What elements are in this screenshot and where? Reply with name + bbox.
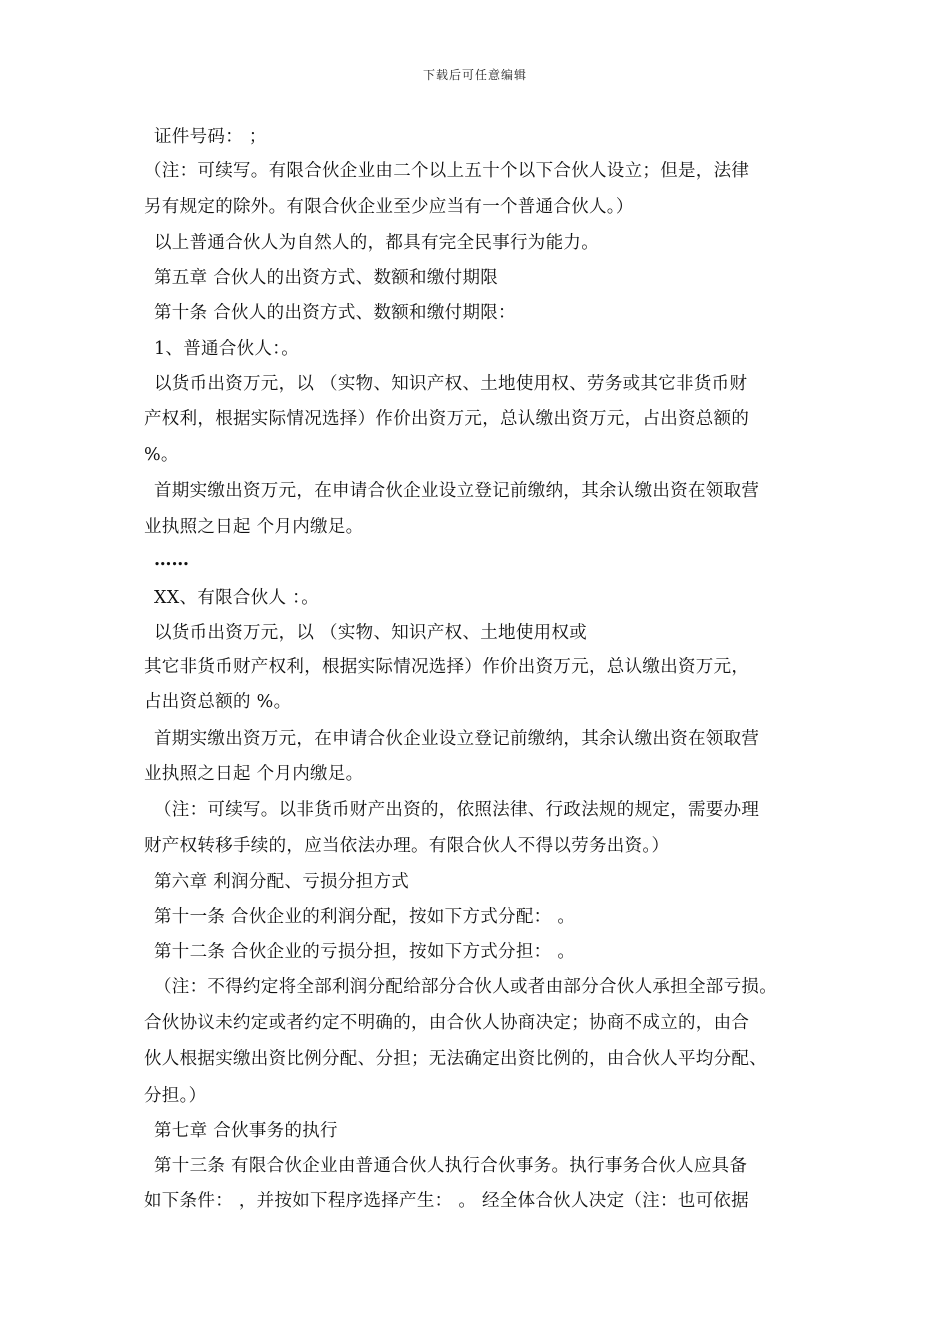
text-line: 以货币出资万元，以 （实物、知识产权、土地使用权、劳务或其它非货币财 [154,374,748,394]
text-line: %。 [144,445,179,465]
text-line: XX、有限合伙人 ：。 [154,588,320,608]
text-line: 业执照之日起 个月内缴足。 [144,517,364,537]
text-line: 另有规定的除外。有限合伙企业至少应当有一个普通合伙人。） [144,197,634,217]
text-line: （注：可续写。以非货币财产出资的，依照法律、行政法规的规定，需要办理 [154,800,760,820]
article-heading: 第十一条 合伙企业的利润分配，按如下方式分配： 。 [154,907,576,927]
article-heading: 第十三条 有限合伙企业由普通合伙人执行合伙事务。执行事务合伙人应具备 [154,1156,748,1176]
chapter-heading: 第五章 合伙人的出资方式、数额和缴付期限 [154,268,499,288]
text-line: （注：可续写。有限合伙企业由二个以上五十个以下合伙人设立；但是，法律 [144,161,750,181]
text-line: 其它非货币财产权利，根据实际情况选择）作价出资万元，总认缴出资万元， [144,657,750,677]
text-line: 首期实缴出资万元，在申请合伙企业设立登记前缴纳，其余认缴出资在领取营 [154,729,760,749]
text-line: 产权利，根据实际情况选择）作价出资万元，总认缴出资万元，占出资总额的 [144,409,750,429]
text-line: 伙人根据实缴出资比例分配、分担；无法确定出资比例的，由合伙人平均分配、 [144,1049,767,1069]
text-line: 首期实缴出资万元，在申请合伙企业设立登记前缴纳，其余认缴出资在领取营 [154,481,760,501]
article-heading: 第十二条 合伙企业的亏损分担，按如下方式分担： 。 [154,942,576,962]
text-line: （注：不得约定将全部利润分配给部分合伙人或者由部分合伙人承担全部亏损。 [154,977,777,997]
page-header: 下载后可任意编辑 [422,68,527,82]
text-line: 分担。） [144,1086,207,1106]
chapter-heading: 第七章 合伙事务的执行 [154,1121,338,1141]
text-line: 以货币出资万元，以 （实物、知识产权、土地使用权或 [154,623,588,643]
article-heading: 第十条 合伙人的出资方式、数额和缴付期限： [154,303,516,323]
text-line: 如下条件： ，并按如下程序选择产生： 。 经全体合伙人决定（注：也可依据 [144,1191,749,1211]
text-line: 证件号码： ； [154,127,267,147]
text-line: 占出资总额的 %。 [144,692,292,712]
ellipsis: …… [154,550,189,570]
text-line: 合伙协议未约定或者约定不明确的，由合伙人协商决定；协商不成立的，由合 [144,1013,750,1033]
text-line: 1、普通合伙人：。 [154,339,300,359]
text-line: 业执照之日起 个月内缴足。 [144,764,364,784]
chapter-heading: 第六章 利润分配、亏损分担方式 [154,872,410,892]
text-line: 财产权转移手续的，应当依法办理。有限合伙人不得以劳务出资。） [144,836,670,856]
text-line: 以上普通合伙人为自然人的，都具有完全民事行为能力。 [154,233,599,253]
